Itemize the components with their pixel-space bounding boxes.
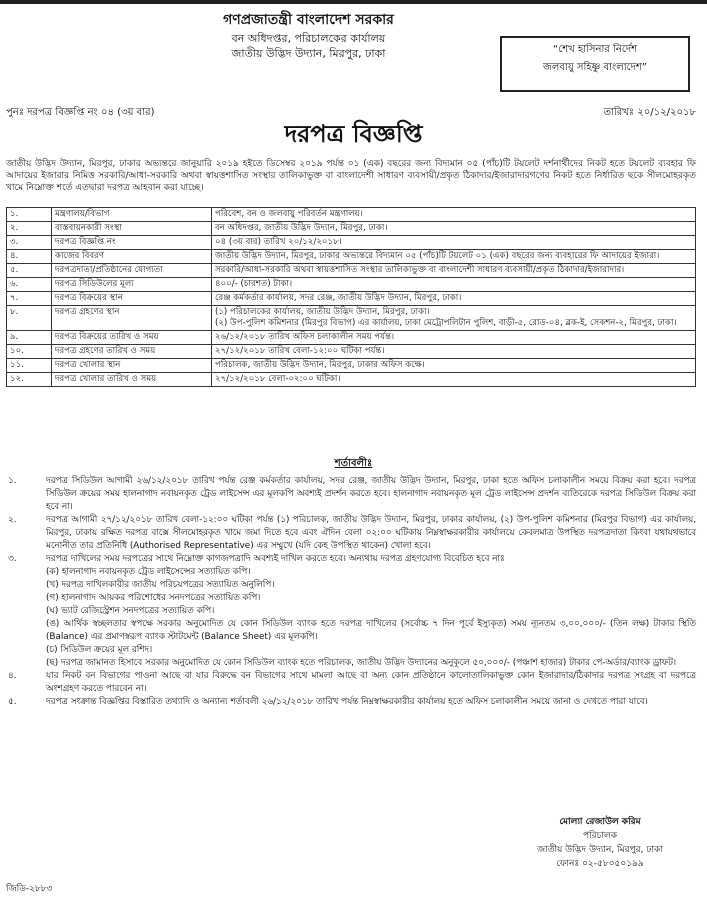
table-row	[7, 345, 696, 359]
row-number: ৭.	[7, 292, 52, 306]
intro-paragraph: জাতীয় উদ্ভিদ উদ্যান, মিরপুর, ঢাকার অভ্যন্তরে জানুয়ারি ২০১৯ হইতে ডিসেম্বর ২০১৯ পর্যন্ত ০১ (এক) বছরের জন্য বিদ্যমান ০৫ (পাঁচ)টি টয়লেট দর্শনার্থীদের নিকট হতে টয়লেট ব্যবহার ফি আদায়ের ইজারার নিমিত্ত সরকারি/আধা-সরকারি অথবা স্বায়ত্তশাসিত সংস্থার তালিকাভুক্ত বা বাংলাদেশী সাধারণ ব্যবসায়ী/প্রকৃত ঠিকাদার/ইজারাদারগণের নিকট হতে নির্ধারিত ছকে সীলমোহরকৃত খামে নিম্নোক্ত শর্তে এতদ্বারা দরপত্র আহবান করা যাচ্ছে।	[6, 159, 696, 193]
row-number: ১২.	[7, 373, 52, 387]
row-value: ২৭/১২/২০১৮ তারিখ বেলা-১২:০০ ঘটিকা পর্যন্ত।	[212, 345, 696, 359]
row-number: ৩.	[7, 236, 52, 250]
notice-date: তারিখঃ ২০/১২/২০১৮	[603, 107, 696, 118]
slogan-line-1: “শেখ হাসিনার নির্দেশ	[552, 44, 638, 55]
sub-condition-item	[6, 579, 696, 592]
row-value: বন অধিদপ্তর, জাতীয় উদ্ভিদ উদ্যান, মিরপুর, ঢাকা।	[212, 222, 696, 236]
row-label: দরপত্র খোলার তারিখ ও সময়	[52, 373, 212, 387]
row-number: ১১.	[7, 359, 52, 373]
row-label: দরপত্র বিজ্ঞপ্তি নং	[52, 236, 212, 250]
office-name: জাতীয় উদ্ভিদ উদ্যান, মিরপুর, ঢাকা	[231, 47, 386, 61]
notice-number: পুনঃ দরপত্র বিজ্ঞপ্তি নং ০৪ (৩য় বার)	[6, 107, 155, 118]
table-row	[7, 264, 696, 278]
condition-item	[6, 553, 696, 566]
table-row	[7, 331, 696, 345]
row-label: দরপত্রদাতা/প্রতিষ্ঠানের যোগ্যতা	[52, 264, 212, 278]
slogan-box	[500, 36, 690, 92]
condition-text: (ছ) দরপত্র জামানত হিসাবে সরকার অনুমোদিত যে কোন সিডিউল ব্যাংক হতে পরিচালক, জাতীয় উদ্ভিদ উদ্যানের অনুকূলে ৫০,০০০/- (পঞ্চাশ হাজার) টাকার পে-অর্ডার/ব্যাংক ড্রাফট।	[46, 658, 677, 668]
condition-text: (ক) হালনাগাদ নবায়নকৃত ট্রেড লাইসেন্সের সত্যায়িত কপি।	[46, 567, 251, 577]
row-value: ৪০০/- (চারশত) টাকা।	[212, 278, 696, 292]
row-number: ৯.	[7, 331, 52, 345]
condition-text: দরপত্র সংক্রান্ত বিজ্ঞপ্তির বিস্তারিত তথ্যাদি ও অন্যান্য শর্তাবলী ২৬/১২/২০১৮ তারিখ পর্যন্ত নিম্নস্বাক্ষরকারীর কার্যালয় হতে অফিস চলাকালীন সময়ে জানা ও দেখতে পারা যাবে।	[46, 697, 648, 707]
condition-number: ৩.	[8, 554, 17, 564]
row-label: দরপত্র গ্রহণের তারিখ ও সময়	[52, 345, 212, 359]
condition-text: দরপত্র সিডিউল আগামী ২৬/১২/২০১৮ তারিখ পর্যন্ত রেঞ্জ কর্মকর্তার কার্যালয়, সদর রেঞ্জ, জাতীয় উদ্ভিদ উদ্যান, মিরপুর, ঢাকা হতে অফিস চলাকালীন সময়ে বিক্রয় করা হবে। দরপত্র সিডিউল ক্রয়ের সময় হালনাগাদ নবায়নকৃত ট্রেড লাইসেন্স এর মূলকপি অবশ্যই প্রদর্শন করতে হবে। হালনাগাদ নবায়নকৃত মূল ট্রেড লাইসেন্স প্রদর্শন ব্যতিরেকে দরপত্র সিডিউল বিক্রয় করা হবে না।	[46, 476, 696, 512]
row-number: ১০.	[7, 345, 52, 359]
row-value: সরকারি/আধা-সরকারি অথবা স্বায়ত্তশাসিত সংস্থার তালিকাভুক্ত বা বাংলাদেশী সাধারণ ব্যবসায়ী/প্রকৃত ঠিকাদার/ইজারাদার।	[212, 264, 696, 278]
conditions-list	[6, 475, 696, 709]
top-border	[0, 0, 707, 4]
condition-number	[6, 592, 46, 605]
conditions-title: শর্তাবলীঃ	[334, 458, 373, 469]
row-value: পরিচালক, জাতীয় উদ্ভিদ উদ্যান, মিরপুর, ঢাকার অফিস কক্ষে।	[212, 359, 696, 373]
sub-condition-item	[6, 644, 696, 657]
table-row	[7, 222, 696, 236]
condition-text: (ঙ) আর্থিক স্বচ্ছলতার স্বপক্ষে সরকার অনুমোদিত যে কোন সিডিউল ব্যাংক হতে দরপত্র দাখিলের (সর্বোচ্চ ৭ দিন পূর্বে ইস্যুকৃত) সময় ন্যূনতম ৩,০০,০০০/- (তিন লক্ষ) টাকার স্থিতি (Balance) এর প্রমাণস্বরূপ ব্যাংক স্টাটমেন্ট (Balance Sheet) এর মূলকপি।	[46, 619, 696, 642]
condition-text: (খ) দরপত্র দাখিলকারীর জাতীয় পরিচয়পত্রের সত্যায়িত অনুলিপি।	[46, 580, 275, 590]
row-label: মন্ত্রণালয়/বিভাগ	[52, 208, 212, 222]
signatory-office: জাতীয় উদ্ভিদ উদ্যান, মিরপুর, ঢাকা	[537, 845, 663, 855]
signatory-designation: পরিচালক	[582, 831, 618, 841]
table-row	[7, 236, 696, 250]
signature-block	[510, 815, 690, 871]
gd-code: জিডি-২৮৮৩	[6, 884, 53, 894]
row-value: ০৪ (৩য় বার) তারিখ ২০/১২/২০১৮।	[212, 236, 696, 250]
condition-text: (গ) হালনাগাদ আয়কর পরিশোধের সনদপত্রের সত্যায়িত কপি।	[46, 593, 261, 603]
condition-number	[6, 657, 46, 670]
sub-condition-item	[6, 618, 696, 644]
row-number: ৫.	[7, 264, 52, 278]
row-label: দরপত্র বিক্রয়ের তারিখ ও সময়	[52, 331, 212, 345]
page-title: দরপত্র বিজ্ঞপ্তি	[284, 120, 423, 148]
slogan-line-2: জলবায়ু সহিষ্ণু বাংলাদেশ”	[542, 61, 647, 73]
condition-number	[6, 644, 46, 657]
condition-number	[6, 579, 46, 592]
row-value: ২৬/১২/২০১৮ তারিখ অফিস চলাকালীন সময় পর্যন্ত।	[212, 331, 696, 345]
row-number: ১.	[7, 208, 52, 222]
condition-text: দরপত্র আগামী ২৭/১২/২০১৮ তারিখ বেলা-১২:০০ ঘটিকা পর্যন্ত (১) পরিচালক, জাতীয় উদ্ভিদ উদ্যান, মিরপুর, ঢাকার কার্যালয়, (২) উপ-পুলিশ কমিশনার (মিরপুর বিভাগ) এর কার্যালয়, মিরপুর, ঢাকায় রক্ষিত দরপত্র বাক্সে সীলমোহরকৃত খামে জমা দিতে হবে এবং ঐদিন বেলা ০২:০০ ঘটিকায় নিম্নস্বাক্ষরকারীর কার্যালয়ে কেবলমাত্র উপস্থিত দরপত্রদাতা কিংবা যথাযথভাবে মনোনীত তার প্রতিনিধি (Authorised Representative) এর সম্মুখে (যদি কেহ উপস্থিত থাকেন) খোলা হবে।	[46, 515, 696, 551]
condition-item	[6, 696, 696, 709]
row-label: দরপত্র বিক্রয়ের স্থান	[52, 292, 212, 306]
table-row	[7, 292, 696, 306]
row-number: ২.	[7, 222, 52, 236]
condition-text: দরপত্র দাখিলের সময় দরপত্রের সাথে নিম্নোক্ত কাগজপত্রাদি অবশ্যই দাখিল করতে হবে। অন্যথায় দরপত্র গ্রহণযোগ্য বিবেচিত হবে নাঃ	[46, 554, 505, 564]
row-label: দরপত্র সিডিউলের মূল্য	[52, 278, 212, 292]
table-row	[7, 373, 696, 387]
department-name: বন অধিদপ্তর, পরিচালকের কার্যালয়	[231, 31, 386, 45]
table-row	[7, 306, 696, 331]
condition-number	[6, 605, 46, 618]
condition-number: ১.	[8, 476, 17, 486]
signatory-name: মোল্যা রেজাউল করিম	[559, 817, 641, 827]
tender-info-table	[6, 207, 696, 387]
table-row	[7, 250, 696, 264]
condition-item	[6, 670, 696, 696]
row-label: দরপত্র গ্রহণের স্থান	[52, 306, 212, 331]
sub-condition-item	[6, 605, 696, 618]
sub-condition-item	[6, 566, 696, 579]
row-label: দরপত্র খোলার স্থান	[52, 359, 212, 373]
condition-number	[6, 566, 46, 579]
condition-item	[6, 514, 696, 553]
row-label: কাজের বিবরণ	[52, 250, 212, 264]
sub-condition-item	[6, 592, 696, 605]
table-row	[7, 208, 696, 222]
condition-number: ২.	[8, 515, 17, 525]
row-value: জাতীয় উদ্ভিদ উদ্যান, মিরপুর, ঢাকার অভ্যন্তরে বিদ্যমান ০৫ (পাঁচ)টি টয়লেট ০১ (এক) বছরের জন্য ব্যবহারের ফি আদায়ের ইজারা।	[212, 250, 696, 264]
row-value: ২৭/১২/২০১৮ বেলা-০২:০০ ঘটিকা।	[212, 373, 696, 387]
row-number: ৮.	[7, 306, 52, 331]
row-number: ৬.	[7, 278, 52, 292]
government-name: গণপ্রজাতন্ত্রী বাংলাদেশ সরকার	[223, 12, 394, 28]
condition-number: ৫.	[8, 697, 17, 707]
signatory-phone: ফোনঃ ০২-৫৮০৫০১৯৯	[556, 859, 644, 869]
condition-item	[6, 475, 696, 514]
condition-number: ৪.	[8, 671, 17, 681]
table-row	[7, 359, 696, 373]
row-value: রেঞ্জ কর্মকর্তার কার্যালয়, সদর রেঞ্জ, জাতীয় উদ্ভিদ উদ্যান, মিরপুর, ঢাকা।	[212, 292, 696, 306]
row-number: ৪.	[7, 250, 52, 264]
row-value: পরিবেশ, বন ও জলবায়ু পরিবর্তন মন্ত্রণালয়।	[212, 208, 696, 222]
condition-number	[6, 618, 46, 644]
row-value: (১) পরিচালকের কার্যালয়, জাতীয় উদ্ভিদ উদ্যান, মিরপুর, ঢাকা। (২) উপ-পুলিশ কমিশনার (মিরপুর বিভাগ) এর কার্যালয়, ঢাকা মেট্রোপলিটান পুলিশ, বাড়ী-৫, রোড-০৪, ব্লক-ই, সেকশন-২, মিরপুর, ঢাকা।	[212, 306, 696, 331]
table-row	[7, 278, 696, 292]
row-label: বাস্তবায়নকারী সংস্থা	[52, 222, 212, 236]
condition-text: (চ) সিডিউল ক্রয়ের মূল রশিদ।	[46, 645, 153, 655]
sub-condition-item	[6, 657, 696, 670]
condition-text: (ঘ) ভ্যাট রেজিস্ট্রেশন সনদপত্রের সত্যায়িত কপি।	[46, 606, 215, 616]
condition-text: যার নিকট বন বিভাগের পাওনা আছে বা যার বিরুদ্ধে বন বিভাগের সাথে মামলা আছে বা অন্য কোন প্রতিষ্ঠানে কালোতালিকাভুক্ত কোন ইজারাদার/ঠিকাদার দরপত্র সংগ্রহ বা দরপত্রে অংশগ্রহণ করতে পারবেন না।	[46, 671, 696, 694]
